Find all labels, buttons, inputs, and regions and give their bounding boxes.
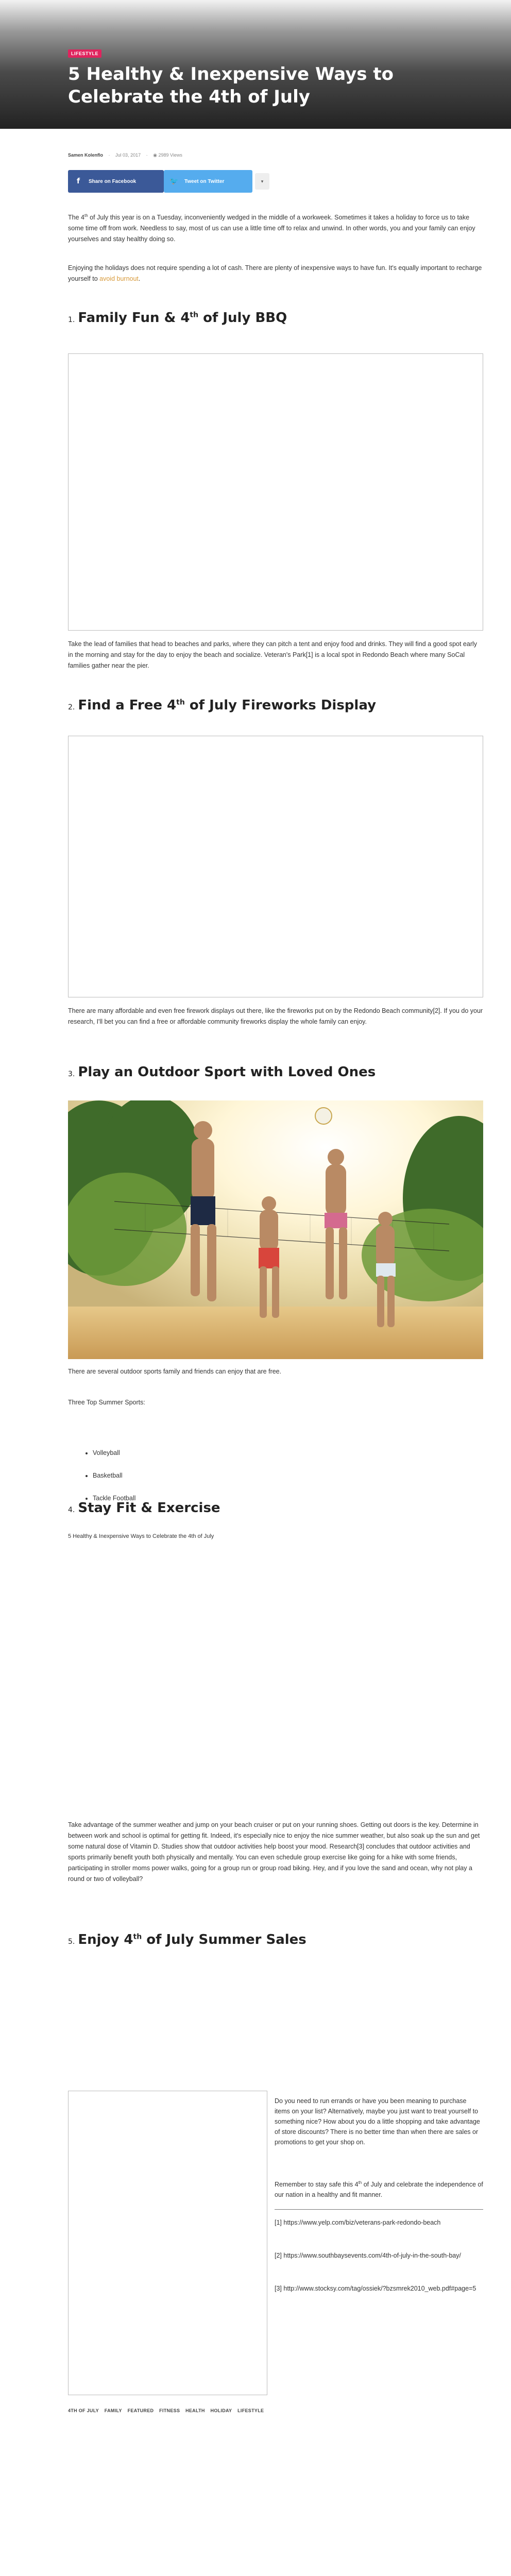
category-badge[interactable]: LIFESTYLE bbox=[68, 49, 101, 58]
section-number: 2. bbox=[68, 703, 75, 711]
reference-link-1[interactable]: [1] https://www.yelp.com/biz/veterans-park-redondo-beach bbox=[275, 2219, 441, 2226]
section-title: of July Summer Sales bbox=[142, 1932, 306, 1947]
facebook-icon: f bbox=[76, 177, 80, 185]
list-item: • Volleyball bbox=[93, 1448, 135, 1458]
section-heading-4 bbox=[68, 1499, 220, 1519]
twitter-icon: 🐦 bbox=[169, 177, 179, 185]
section-number: 4. bbox=[68, 1506, 75, 1514]
share-more-button[interactable] bbox=[255, 173, 269, 190]
section-heading-2 bbox=[68, 697, 376, 716]
section-number: 5. bbox=[68, 1938, 75, 1946]
post-date: Jul 03, 2017 bbox=[115, 152, 141, 158]
section-title: of July Fireworks Display bbox=[184, 698, 377, 713]
list-item: • Basketball bbox=[93, 1470, 135, 1481]
closing-paragraph bbox=[275, 2179, 483, 2200]
embedded-media-frame bbox=[68, 736, 483, 997]
intro-paragraph-2 bbox=[68, 263, 483, 284]
section-5-body: Do you need to run errands or have you been meaning to purchase items on your list? Alternatively, maybe you just want to treat yourself to something nice? How about you do a little shopping and take advantage of store discounts? There is no better time than when there are sales or promotions to get your shop on. bbox=[275, 2097, 480, 2146]
section-3-body: There are several outdoor sports family and friends can enjoy that are free. bbox=[68, 1368, 282, 1375]
reference-link-3[interactable]: [3] http://www.stocksy.com/tag/ossiek/?bzsmrek2010_web.pdf#page=5 bbox=[275, 2285, 476, 2292]
reference-link-2[interactable]: [2] https://www.southbaysevents.com/4th-of-july-in-the-south-bay/ bbox=[275, 2252, 461, 2259]
avoid-burnout-link[interactable]: avoid burnout bbox=[99, 275, 139, 282]
section-title: of July BBQ bbox=[198, 310, 287, 326]
section-heading-5 bbox=[68, 1931, 306, 1951]
volleyball-photo bbox=[68, 1100, 483, 1359]
embedded-media-frame bbox=[68, 2091, 267, 2395]
section-1-body: Take the lead of families that head to beaches and parks, where they can pitch a tent and enjoy food and drinks. They will find a good spot early in the morning and stay for the day to enjoy the beach and socialize. Veteran's Park[1] is a local spot in Redondo Beach where many SoCal families gather near the pier. bbox=[68, 640, 478, 669]
share-twitter-label: Tweet on Twitter bbox=[184, 178, 225, 184]
tag-link[interactable]: HEALTH bbox=[185, 2408, 205, 2413]
meta-separator: · bbox=[146, 152, 148, 158]
view-count: ◉ 2989 Views bbox=[153, 152, 182, 158]
author-name[interactable]: Samen Kolenflo bbox=[68, 152, 104, 158]
intro-text: The 4 bbox=[68, 214, 84, 221]
section-2-body: There are many affordable and even free firework displays out there, like the fireworks put on by the Redondo Beach community[2]. If you do your research, I'll bet you can find a free or affordable community fireworks display the whole family can enjoy. bbox=[68, 1007, 483, 1025]
tag-link[interactable]: FITNESS bbox=[159, 2408, 180, 2413]
superscript: th bbox=[176, 698, 185, 707]
tag-link[interactable]: 4TH OF JULY bbox=[68, 2408, 99, 2413]
intro-paragraph-1 bbox=[68, 212, 483, 245]
post-meta bbox=[68, 152, 182, 158]
superscript: th bbox=[358, 2180, 362, 2185]
superscript: th bbox=[133, 1933, 142, 1941]
closing-text: of July and celebrate the independence of our nation in a healthy and fit manner. bbox=[275, 2181, 483, 2198]
intro-text: of July this year is on a Tuesday, inconveniently wedged in the middle of a workweek. Sometimes it takes a holiday to force us to take some time off from work. Needless to say, most of us can use a little time off to relax and unwind. In other words, you and your family can enjoy yourselves and stay healthy doing so. bbox=[68, 214, 475, 243]
section-heading-1 bbox=[68, 309, 287, 329]
sports-list-title: Three Top Summer Sports: bbox=[68, 1399, 145, 1406]
section-title: Family Fun & 4 bbox=[78, 310, 190, 326]
page-title: 5 Healthy & Inexpensive Ways to Celebrate the 4th of July bbox=[68, 64, 394, 107]
divider bbox=[275, 2209, 483, 2210]
intro-text: . bbox=[138, 275, 141, 282]
meta-separator: · bbox=[108, 152, 110, 158]
closing-text: Remember to stay safe this 4 bbox=[275, 2181, 359, 2188]
share-twitter-button[interactable] bbox=[164, 170, 252, 193]
tag-list bbox=[68, 2408, 483, 2413]
section-4-body: Take advantage of the summer weather and jump on your beach cruiser or put on your running shoes. Getting out doors is the key. Determine in between work and school is optimal for getting fit. Indeed, it's especially nice to enjoy the nice summer weather, but also soak up the sun and get some natural dose of Vitamin D. Studies show that outdoor activities help boost your mood. Research[3] concludes that outdoor activities and sports primarily benefit youth both physically and mentally. You can even schedule group exercise like going for a hike with some friends, participating in stroller moms power walks, going for a group run or group road biking. Hey, and if you love the sand and ocean, why not play a round or two of volleyball? bbox=[68, 1821, 480, 1883]
tag-link[interactable]: FEATURED bbox=[127, 2408, 154, 2413]
section-number: 1. bbox=[68, 316, 75, 324]
tag-link[interactable]: LIFESTYLE bbox=[237, 2408, 264, 2413]
embedded-media-frame bbox=[68, 353, 483, 631]
chevron-down-icon: ▾ bbox=[261, 178, 264, 184]
section-title: Play an Outdoor Sport with Loved Ones bbox=[78, 1064, 376, 1080]
share-facebook-label: Share on Facebook bbox=[89, 178, 137, 184]
section-number: 3. bbox=[68, 1070, 75, 1078]
section-title: Enjoy 4 bbox=[78, 1932, 133, 1947]
section-heading-3 bbox=[68, 1063, 376, 1083]
intro-text: Enjoying the holidays does not require spending a lot of cash. There are plenty of inexpensive ways to have fun. It's equally important to recharge yourself to bbox=[68, 264, 482, 282]
section-title: Stay Fit & Exercise bbox=[78, 1500, 220, 1516]
tag-link[interactable]: HOLIDAY bbox=[210, 2408, 232, 2413]
list-item: • Tackle Football bbox=[93, 1493, 135, 1503]
share-facebook-button[interactable] bbox=[68, 170, 164, 193]
broken-image-caption: 5 Healthy & Inexpensive Ways to Celebrate the 4th of July bbox=[68, 1533, 214, 1539]
superscript: th bbox=[190, 311, 199, 319]
superscript: th bbox=[84, 213, 88, 218]
tag-link[interactable]: FAMILY bbox=[104, 2408, 122, 2413]
section-title: Find a Free 4 bbox=[78, 698, 177, 713]
